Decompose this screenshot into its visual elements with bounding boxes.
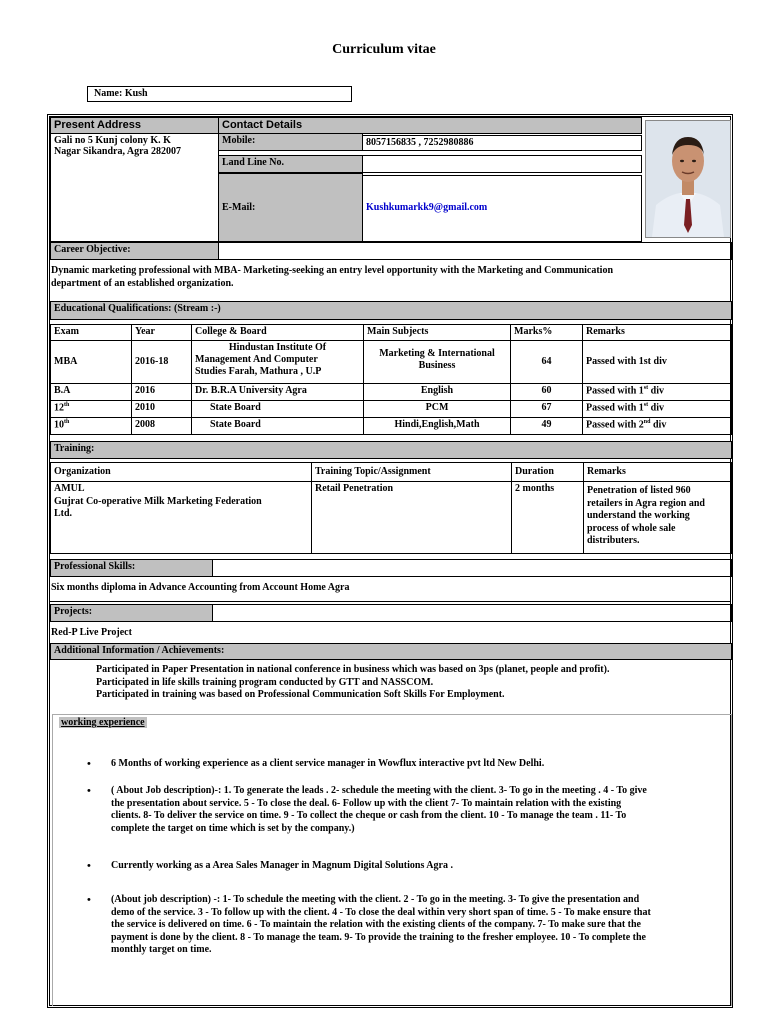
email-label: E-Mail:	[218, 173, 363, 242]
edu-col-college: College & Board	[191, 324, 364, 341]
edu-col-remarks: Remarks	[582, 324, 732, 341]
contact-details-header: Contact Details	[218, 117, 642, 134]
professional-skills-header-fill	[212, 559, 732, 577]
remarks-text: div	[650, 419, 667, 431]
remarks-text: div	[648, 402, 664, 414]
edu-college: State Board	[191, 400, 364, 418]
edu-subjects: English	[363, 383, 511, 401]
bullet-line: • (About job description) -: 1- To schedule the meeting with the client. 2 - To go in the meeting. 3- To give the presentation and	[111, 894, 640, 905]
edu-marks: 49	[510, 417, 583, 435]
edu-remarks	[582, 417, 732, 435]
education-table	[50, 324, 732, 438]
exam-sup: th	[64, 402, 70, 408]
edu-col-subjects: Main Subjects	[363, 324, 511, 341]
remarks-sup: nd	[643, 419, 651, 425]
subject-line: Business	[418, 360, 456, 371]
org-line: Gujrat Co-operative Milk Marketing Federation	[54, 495, 262, 507]
edu-col-exam: Exam	[50, 324, 132, 341]
career-objective-line: Dynamic marketing professional with MBA- Marketing-seeking an entry level opportunity with the Marketing and Communication	[51, 265, 614, 276]
edu-marks: 64	[510, 340, 583, 384]
edu-marks: 60	[510, 383, 583, 401]
edu-year: 2016-18	[131, 340, 192, 384]
remarks-sup: st	[643, 402, 649, 408]
bullet-line: the service is delivered on time. 6 - To maintain the relation with the existing clients of the company. 7- To make sure that the	[111, 919, 641, 930]
edu-year: 2010	[131, 400, 192, 418]
remarks-text: Passed with 2	[586, 419, 644, 431]
training-col-remarks: Remarks	[583, 462, 732, 482]
name-field: Name: Kush	[87, 86, 352, 102]
remarks-text: div	[648, 385, 664, 397]
bullet-line: monthly target on time.	[111, 944, 212, 955]
achievement-line: Participated in training was based on Professional Communication Soft Skills For Employment.	[96, 689, 505, 700]
present-address-header: Present Address	[50, 117, 219, 134]
bullet-line: complete the target on time which is set by the company.)	[111, 822, 355, 834]
projects-header-fill	[212, 604, 732, 622]
edu-college	[191, 340, 364, 384]
college-line: Studies Farah, Mathura , U.P	[195, 366, 322, 377]
training-col-topic: Training Topic/Assignment	[311, 462, 512, 482]
exam-text: 10	[54, 419, 64, 431]
training-header: Training:	[50, 441, 732, 459]
bullet-line: clients. 8- To deliver the service on time. 9 - To collect the cheque or cash from the client. 10 - To manage the team . 11- To	[111, 810, 627, 821]
edu-subjects: PCM	[363, 400, 511, 418]
edu-subjects	[363, 340, 511, 384]
email-link[interactable]: Kushkumarkk9@gmail.com	[362, 175, 642, 242]
list-item	[111, 758, 731, 771]
mobile-label: Mobile:	[218, 133, 363, 151]
list-item	[111, 785, 731, 835]
divider	[50, 601, 730, 602]
bullet-line: demo of the service. 3 - To follow up with the client. 4 - To close the deal within very short span of time. 5 - To make ensure that	[111, 906, 651, 918]
career-objective-header-fill	[218, 242, 732, 260]
edu-year: 2016	[131, 383, 192, 401]
training-topic: Retail Penetration	[311, 481, 512, 554]
education-header: Educational Qualifications: (Stream :-)	[50, 301, 732, 320]
edu-remarks	[582, 383, 732, 401]
address-line: Nagar Sikandra, Agra 282007	[54, 146, 182, 157]
career-objective-line: department of an established organization.	[51, 277, 234, 289]
edu-remarks: Passed with 1st div	[582, 340, 732, 384]
org-line: Ltd.	[54, 508, 73, 519]
edu-exam	[50, 417, 132, 435]
edu-college: Dr. B.R.A University Agra	[191, 383, 364, 401]
professional-skills-text: Six months diploma in Advance Accounting from Account Home Agra	[51, 582, 350, 593]
edu-marks: 67	[510, 400, 583, 418]
landline-value	[362, 155, 642, 173]
bullet-line: • 6 Months of working experience as a client service manager in Wowflux interactive pvt ltd New Delhi.	[111, 758, 545, 769]
remarks-text: Passed with 1	[586, 385, 644, 397]
edu-remarks	[582, 400, 732, 418]
training-col-duration: Duration	[511, 462, 584, 482]
mobile-value: 8057156835 , 7252980886	[362, 135, 642, 151]
remark-line: understand the working	[587, 510, 690, 521]
edu-year: 2008	[131, 417, 192, 435]
remark-line: distributers.	[587, 535, 640, 546]
bullet-line: • ( About Job description)-: 1. To generate the leads . 2- schedule the meeting with the client. 3- To go in the meeting . 4 - To give	[111, 785, 647, 796]
address-line: Gali no 5 Kunj colony K. K	[54, 135, 171, 146]
training-remarks	[583, 481, 732, 554]
profile-photo	[645, 120, 731, 238]
training-organization	[50, 481, 312, 554]
career-objective-text	[51, 265, 731, 290]
edu-subjects: Hindi,English,Math	[363, 417, 511, 435]
remark-line: retailers in Agra region and	[587, 497, 705, 509]
college-line: Hindustan Institute Of	[228, 342, 327, 353]
additional-info-text	[96, 664, 732, 702]
exam-text: 12	[54, 402, 64, 414]
subject-line: Marketing & International	[379, 348, 495, 359]
bullet-line: the presentation about service. 5 - To close the deal. 6- Follow up with the client 7- To maintain relation with the existing	[111, 797, 622, 809]
training-duration: 2 months	[511, 481, 584, 554]
list-item	[111, 894, 731, 957]
cv-frame	[47, 114, 733, 1008]
remark-line: process of whole sale	[587, 522, 676, 534]
remark-line: Penetration of listed 960	[587, 485, 691, 496]
edu-col-marks: Marks%	[510, 324, 583, 341]
achievement-line: Participated in life skills training program conducted by GTT and NASSCOM.	[96, 676, 434, 688]
present-address-box	[50, 133, 219, 242]
professional-skills-header: Professional Skills:	[50, 559, 213, 577]
working-experience-box	[52, 714, 732, 1006]
bullet-line: payment is done by the client. 8 - To manage the team. 9- To provide the training to the fresher employee. 10 - To complete the	[111, 931, 646, 943]
org-line: AMUL	[54, 483, 85, 494]
bullet-line: • Currently working as a Area Sales Manager in Magnum Digital Solutions Agra .	[111, 860, 453, 871]
training-table	[50, 462, 732, 557]
remarks-text: Passed with 1	[586, 402, 644, 414]
additional-info-header: Additional Information / Achievements:	[50, 643, 732, 660]
working-experience-header: working experience	[61, 717, 145, 728]
edu-college: State Board	[191, 417, 364, 435]
projects-text: Red-P Live Project	[51, 627, 132, 638]
exam-sup: th	[64, 419, 70, 425]
page-title: Curriculum vitae	[332, 42, 436, 57]
edu-exam	[50, 400, 132, 418]
college-line: Management And Computer	[195, 354, 318, 365]
career-objective-header: Career Objective:	[50, 242, 219, 260]
list-item	[111, 860, 731, 873]
edu-exam: B.A	[50, 383, 132, 401]
edu-exam: MBA	[50, 340, 132, 384]
training-col-organization: Organization	[50, 462, 312, 482]
landline-label: Land Line No.	[218, 155, 363, 173]
remarks-sup: st	[643, 385, 649, 391]
person-photo-icon	[646, 121, 730, 237]
achievement-line: Participated in Paper Presentation in national conference in business which was based on 3ps (planet, people and profit).	[96, 664, 610, 675]
edu-col-year: Year	[131, 324, 192, 341]
projects-header: Projects:	[50, 604, 213, 622]
